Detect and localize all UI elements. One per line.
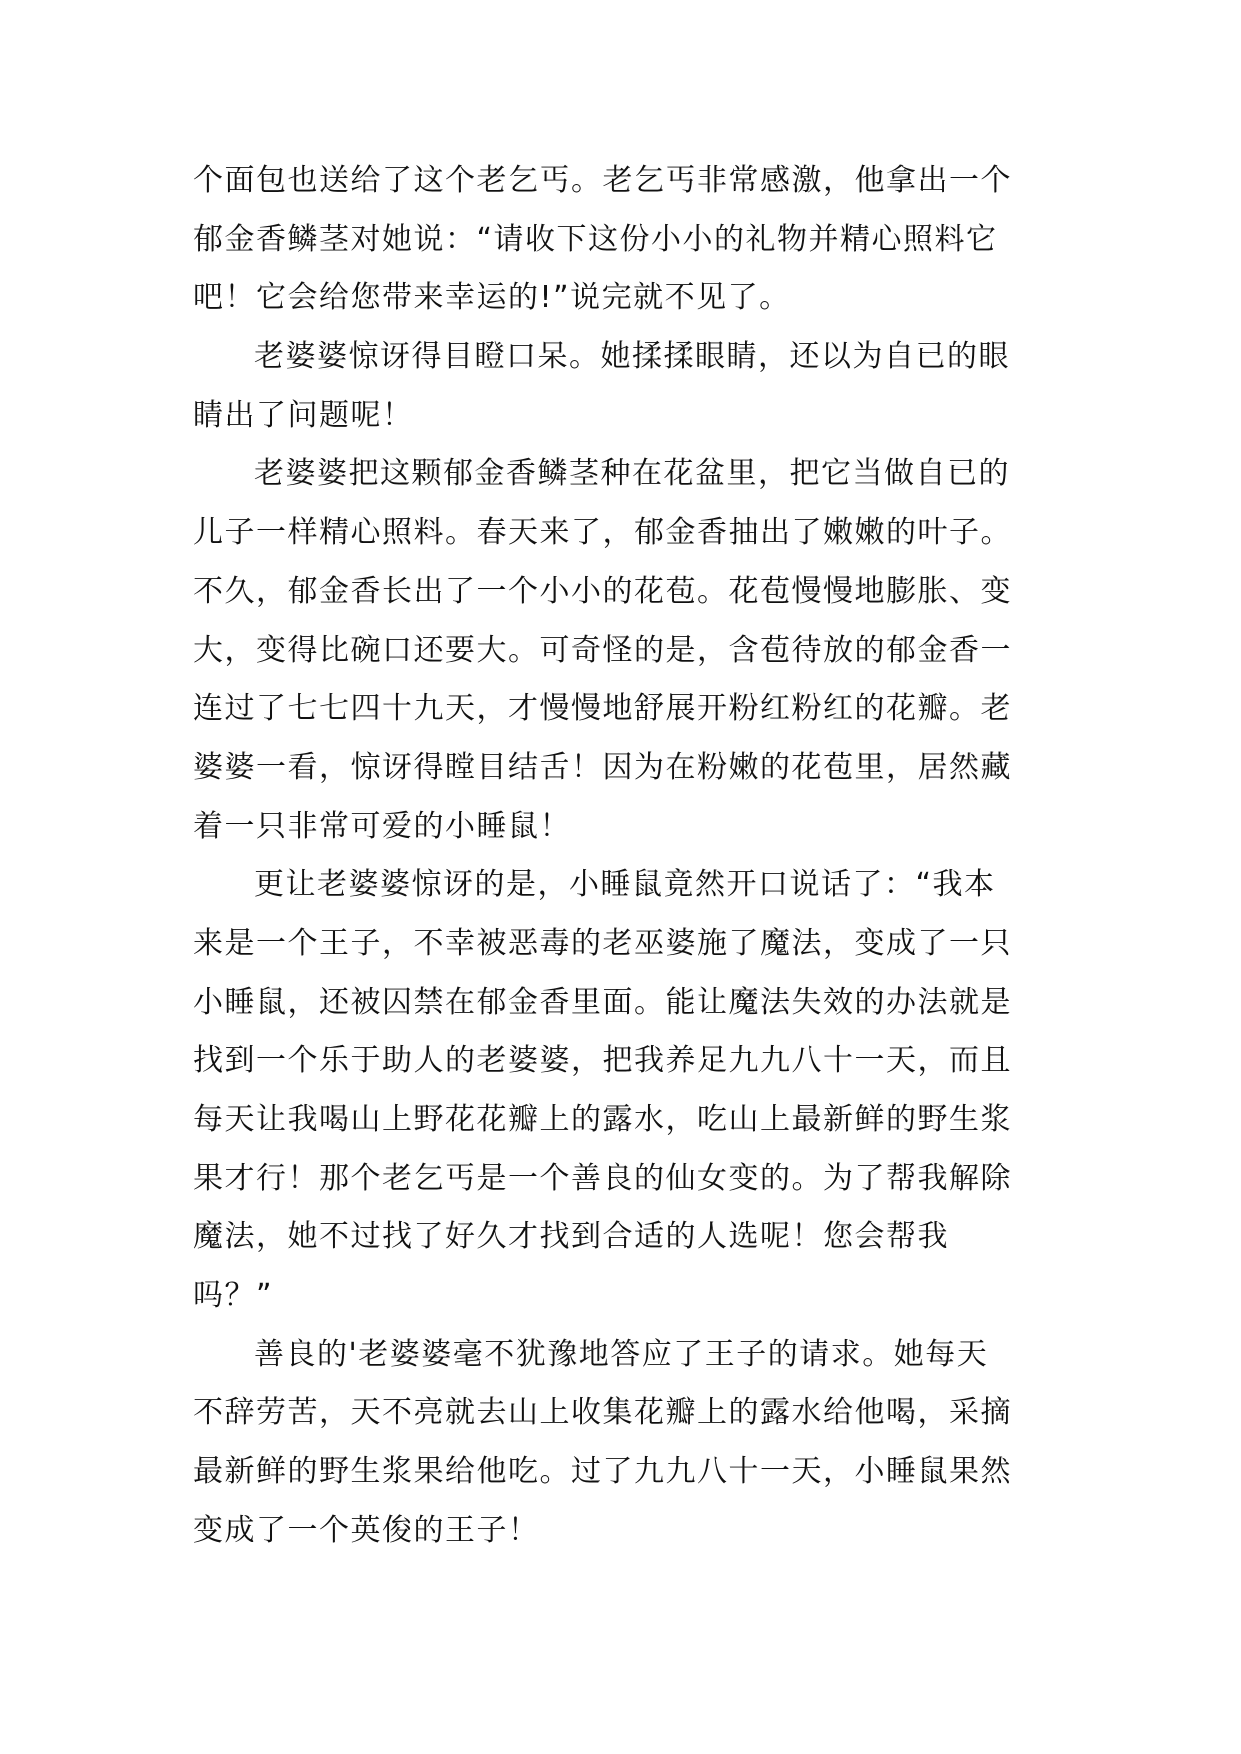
text-line: 不久，郁金香长出了一个小小的花苞。花苞慢慢地膨胀、变 — [193, 573, 1012, 609]
text-line: 吧！它会给您带来幸运的!”说完就不见了。 — [193, 280, 791, 316]
text-line: 吗？” — [193, 1278, 274, 1314]
text-line: 不辞劳苦，天不亮就去山上收集花瓣上的露水给他喝，采摘 — [193, 1395, 1012, 1431]
text-line: 大，变得比碗口还要大。可奇怪的是，含苞待放的郁金香一 — [193, 632, 1012, 668]
text-line: 果才行！那个老乞丐是一个善良的仙女变的。为了帮我解除 — [193, 1160, 1012, 1196]
paragraph-first-line: 老婆婆惊讶得目瞪口呆。她揉揉眼睛，还以为自已的眼 — [254, 339, 1010, 375]
text-line: 最新鲜的野生浆果给他吃。过了九九八十一天，小睡鼠果然 — [193, 1454, 1012, 1490]
text-line: 变成了一个英俊的王子！ — [193, 1512, 540, 1548]
paragraph-first-line: 更让老婆婆惊讶的是，小睡鼠竟然开口说话了：“我本 — [254, 867, 996, 903]
text-line: 个面包也送给了这个老乞丐。老乞丐非常感激，他拿出一个 — [193, 163, 1012, 198]
text-line: 连过了七七四十九天，才慢慢地舒展开粉红粉红的花瓣。老 — [193, 691, 1012, 727]
text-line: 来是一个王子，不幸被恶毒的老巫婆施了魔法，变成了一只 — [193, 925, 1012, 961]
paragraph-first-line: 善良的'老婆婆毫不犹豫地答应了王子的请求。她每天 — [254, 1336, 989, 1372]
text-line: 婆婆一看，惊讶得瞠目结舌！因为在粉嫩的花苞里，居然藏 — [193, 749, 1012, 785]
text-line: 小睡鼠，还被囚禁在郁金香里面。能让魔法失效的办法就是 — [193, 984, 1012, 1020]
story-text-body — [193, 152, 1063, 1561]
text-line: 找到一个乐于助人的老婆婆，把我养足九九八十一天，而且 — [193, 1043, 1012, 1079]
text-line: 着一只非常可爱的小睡鼠！ — [193, 808, 571, 844]
paragraph-first-line: 老婆婆把这颗郁金香鳞茎种在花盆里，把它当做自已的 — [254, 456, 1010, 492]
text-line: 郁金香鳞茎对她说：“请收下这份小小的礼物并精心照料它 — [193, 221, 998, 257]
text-line: 儿子一样精心照料。春天来了，郁金香抽出了嫩嫩的叶子。 — [193, 515, 1012, 551]
text-line: 每天让我喝山上野花花瓣上的露水，吃山上最新鲜的野生浆 — [193, 1102, 1012, 1137]
text-line: 睛出了问题呢！ — [193, 397, 414, 433]
text-line: 魔法，她不过找了好久才找到合适的人选呢！您会帮我 — [193, 1219, 949, 1255]
